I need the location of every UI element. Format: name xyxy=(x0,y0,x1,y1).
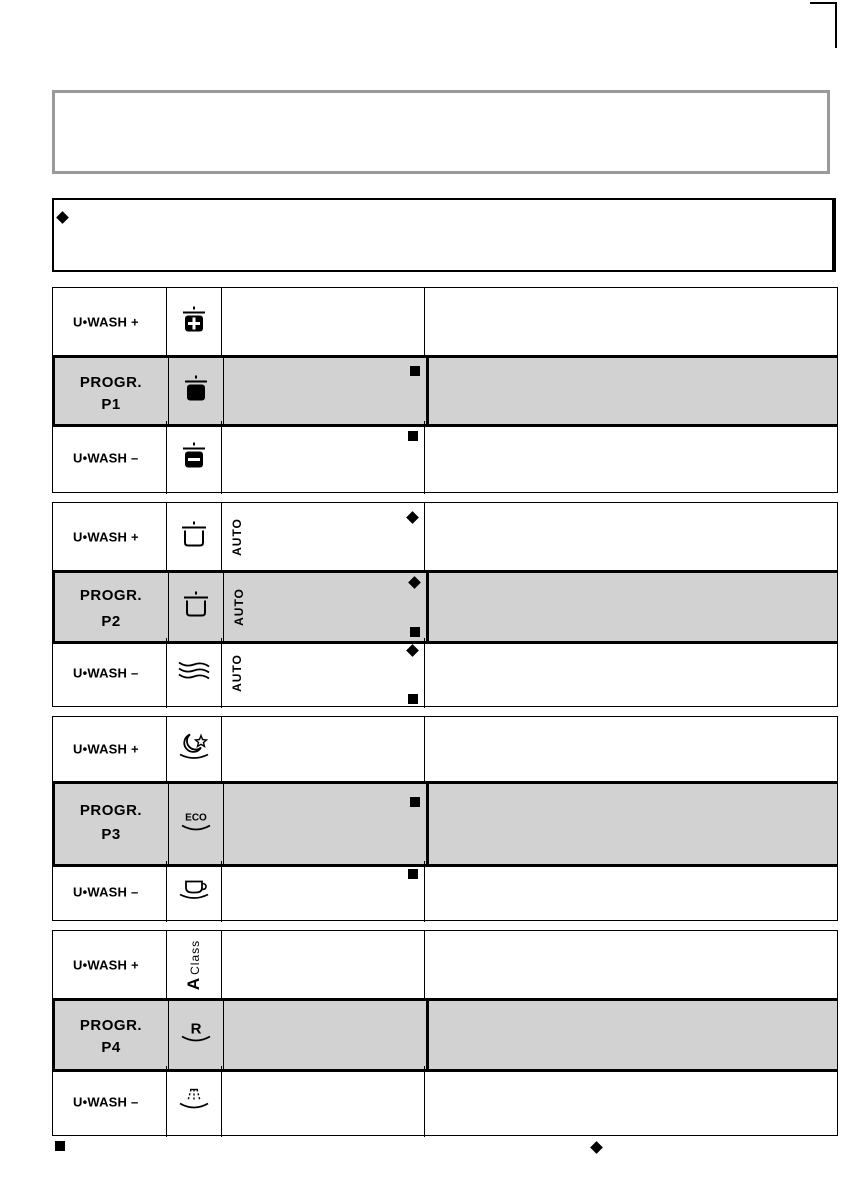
u-wash-plus-label: U•WASH + xyxy=(73,957,139,972)
table-row xyxy=(53,998,837,1072)
table-row xyxy=(53,570,837,644)
table-row xyxy=(53,503,837,570)
pot-outline-icon xyxy=(179,520,209,553)
moon-star-icon xyxy=(177,732,211,767)
table-row xyxy=(53,781,837,867)
a-class-icon: AClass xyxy=(184,939,203,990)
program-number: P4 xyxy=(101,1039,121,1056)
square-marker xyxy=(410,797,420,807)
u-wash-plus-label: U•WASH + xyxy=(73,314,139,329)
u-wash-minus-label: U•WASH – xyxy=(73,665,139,681)
table-row xyxy=(53,421,837,494)
svg-text:ECO: ECO xyxy=(184,812,207,824)
square-marker xyxy=(410,366,420,376)
square-marker xyxy=(410,627,420,637)
progr-label: PROGR. xyxy=(79,1017,143,1034)
square-marker xyxy=(55,1141,65,1151)
u-wash-minus-label: U•WASH – xyxy=(73,1094,139,1109)
rinse-r-icon xyxy=(179,1020,213,1051)
program-table-p1 xyxy=(52,287,838,493)
table-row xyxy=(53,931,837,998)
pot-plus-icon xyxy=(180,304,208,339)
progr-label: PROGR. xyxy=(79,802,143,819)
program-table-p2 xyxy=(52,502,838,707)
table-row xyxy=(53,1066,837,1137)
table-row xyxy=(53,638,837,708)
table-row xyxy=(53,355,837,427)
waves-icon xyxy=(177,659,211,688)
auto-label: AUTO xyxy=(231,588,246,626)
info-box-top xyxy=(52,90,830,174)
spray-icon xyxy=(177,1086,211,1117)
program-number: P1 xyxy=(101,396,121,413)
pot-minus-icon xyxy=(180,440,208,475)
eco-icon xyxy=(179,809,213,840)
table-row xyxy=(53,717,837,781)
program-table-p3 xyxy=(52,716,838,921)
program-number: P3 xyxy=(101,826,121,843)
auto-label: AUTO xyxy=(230,517,244,556)
program-number: P2 xyxy=(101,613,121,630)
corner-bracket-mark xyxy=(808,0,846,50)
square-marker xyxy=(408,869,418,879)
program-table-p4 xyxy=(52,930,838,1136)
u-wash-minus-label: U•WASH – xyxy=(73,884,139,899)
table-row xyxy=(53,288,837,355)
square-marker xyxy=(408,694,418,704)
diamond-marker xyxy=(56,211,69,224)
u-wash-plus-label: U•WASH + xyxy=(73,529,139,544)
progr-label: PROGR. xyxy=(79,374,143,391)
diamond-marker xyxy=(406,511,419,524)
u-wash-minus-label: U•WASH – xyxy=(73,450,139,465)
auto-label: AUTO xyxy=(230,654,244,692)
progr-label: PROGR. xyxy=(79,587,143,604)
square-marker xyxy=(408,431,418,441)
diamond-marker xyxy=(590,1141,603,1154)
info-box-note xyxy=(52,198,836,272)
cup-icon xyxy=(177,878,211,905)
diamond-marker xyxy=(406,644,419,657)
u-wash-plus-label: U•WASH + xyxy=(73,741,139,757)
table-row xyxy=(53,861,837,922)
svg-text:R: R xyxy=(190,1020,201,1038)
pot-outline-icon xyxy=(181,591,211,624)
pot-filled-icon xyxy=(182,374,210,409)
diamond-marker xyxy=(408,576,421,589)
